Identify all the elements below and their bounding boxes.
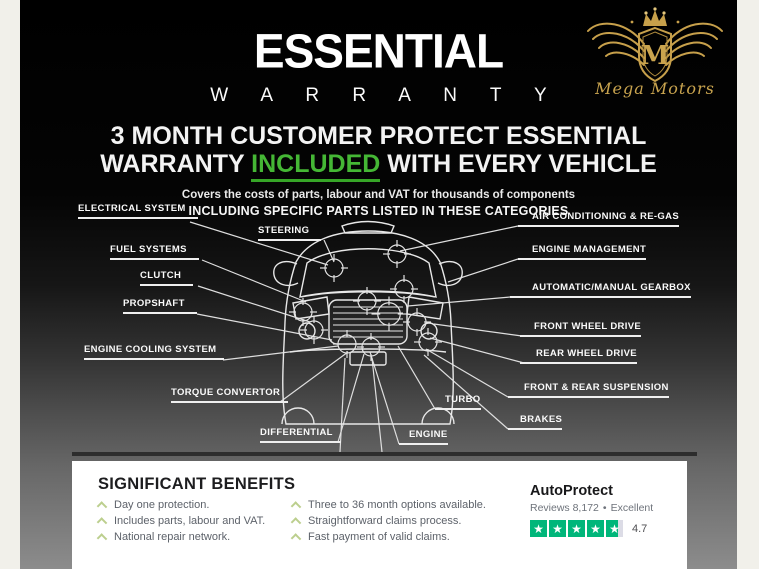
part-label-air-conditioning: AIR CONDITIONING & RE-GAS [518,211,679,227]
headline-line1: 3 MONTH CUSTOMER PROTECT ESSENTIAL [110,122,647,150]
part-label-engine-cooling-system: ENGINE COOLING SYSTEM [84,344,224,360]
check-icon [291,501,302,512]
autoprotect-block [530,483,653,537]
benefits-card [72,461,687,569]
check-icon [97,517,108,528]
benefit-text: Straightforward claims process. [308,515,462,527]
warranty-poster [20,0,737,569]
part-label-electrical-system: ELECTRICAL SYSTEM [78,203,198,219]
trustpilot-stars [530,520,625,537]
part-label-differential: DIFFERENTIAL [260,427,341,443]
logo-monogram: M [640,41,670,71]
trust-reviews-line [530,502,653,514]
check-icon [97,501,108,512]
part-label-clutch: CLUTCH [140,270,193,286]
part-label-engine: ENGINE [399,429,448,445]
benefit-text: Includes parts, labour and VAT. [114,515,266,527]
benefit-item [98,513,265,529]
benefit-text: Three to 36 month options available. [308,499,486,511]
check-icon [291,517,302,528]
star-icon: ★ [549,520,566,537]
headline-included-highlight: INCLUDED [251,150,380,182]
check-icon [97,533,108,544]
benefit-text: Day one protection. [114,499,210,511]
page-subtitle: W A R R A N T Y [210,85,561,106]
card-top-border [72,452,697,456]
headline-sub1: Covers the costs of parts, labour and VAT for thousands of components [181,189,576,201]
headline-line2-post: WITH EVERY VEHICLE [380,149,657,178]
part-label-fuel-systems: FUEL SYSTEMS [110,244,199,260]
autoprotect-name: AutoProtect [530,483,613,499]
star-icon: ★ [530,520,547,537]
benefit-item [292,513,486,529]
star-icon: ★ [606,520,623,537]
part-label-rear-wheel-drive: REAR WHEEL DRIVE [520,348,637,364]
part-label-suspension: FRONT & REAR SUSPENSION [508,382,669,398]
car-outline [274,222,462,425]
rating-label: Excellent [610,502,654,514]
benefit-text: Fast payment of valid claims. [308,531,450,543]
part-label-gearbox: AUTOMATIC/MANUAL GEARBOX [510,282,691,298]
headline-line2-pre: WARRANTY [100,149,252,178]
check-icon [291,533,302,544]
benefits-list-right [292,497,486,545]
part-label-turbo: TURBO [435,394,481,410]
benefit-item [98,497,265,513]
part-label-torque-convertor: TORQUE CONVERTOR [171,387,288,403]
page-title: ESSENTIAL [253,23,504,79]
benefit-item [292,529,486,545]
headline-sub2: INCLUDING SPECIFIC PARTS LISTED IN THESE CATEGORIES [188,204,569,218]
reviews-count: Reviews 8,172 [530,502,599,514]
benefit-text: National repair network. [114,531,231,543]
benefits-list-left [98,497,265,545]
dot-separator: • [602,502,607,514]
star-icon: ★ [587,520,604,537]
part-label-propshaft: PROPSHAFT [123,298,197,314]
part-label-brakes: BRAKES [508,414,562,430]
logo-name: Mega Motors [595,79,715,98]
rating-score: 4.7 [632,522,648,535]
star-icon: ★ [568,520,585,537]
part-label-engine-management: ENGINE MANAGEMENT [518,244,646,260]
trust-rating-row [530,520,653,537]
benefit-item [98,529,265,545]
part-label-steering: STEERING [258,225,321,241]
part-label-front-wheel-drive: FRONT WHEEL DRIVE [520,321,641,337]
benefits-heading: SIGNIFICANT BENEFITS [98,474,296,493]
benefit-item [292,497,486,513]
